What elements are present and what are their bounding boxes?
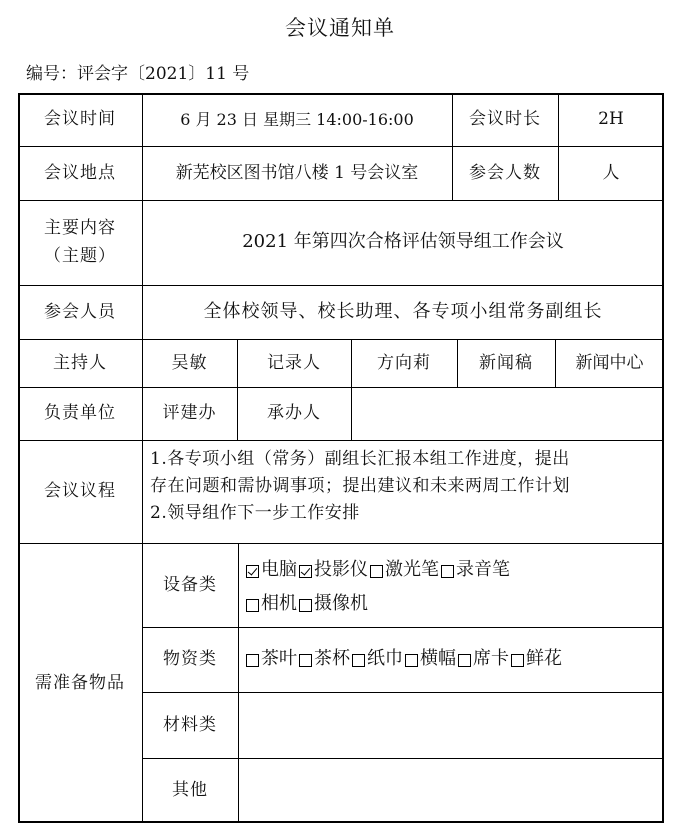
equipment-options-row-1	[246, 551, 512, 589]
agenda-value	[142, 440, 664, 543]
count-label: 参会人数	[469, 162, 541, 183]
place-label: 会议地点	[44, 162, 116, 183]
grid-line	[142, 758, 664, 759]
unit-label: 负责单位	[44, 403, 116, 424]
news-label: 新闻稿	[479, 352, 533, 373]
grid-line	[142, 627, 664, 628]
checkbox-empty-icon[interactable]	[299, 654, 312, 667]
host-value: 吴敏	[171, 352, 208, 373]
organizer-value	[351, 387, 664, 440]
materials-label: 材料类	[163, 714, 217, 735]
time-value: 6 月 23 日 星期三 14:00-16:00	[180, 109, 414, 129]
grid-line	[18, 440, 664, 441]
agenda-label: 会议议程	[44, 481, 116, 502]
checkbox-label: 茶杯	[314, 648, 350, 670]
checkbox-option[interactable]	[246, 561, 297, 579]
meeting-notice-table	[18, 93, 664, 823]
grid-line	[238, 543, 239, 823]
checkbox-checked-icon[interactable]	[299, 565, 312, 578]
checkbox-empty-icon[interactable]	[246, 599, 259, 612]
agenda-line-1: 1.各专项小组（常务）副组长汇报本组工作进度，提出	[150, 449, 570, 469]
checkbox-checked-icon[interactable]	[246, 565, 259, 578]
content-value: 2021 年第四次合格评估领导组工作会议	[242, 231, 564, 253]
time-label: 会议时间	[44, 109, 116, 130]
checkbox-option[interactable]	[246, 595, 297, 613]
checkbox-empty-icon[interactable]	[370, 565, 383, 578]
content-label-line-2: （主题）	[44, 245, 116, 266]
other-label: 其他	[172, 780, 208, 801]
agenda-line-2: 存在问题和需协调事项；提出建议和未来两周工作计划	[150, 476, 570, 497]
checkbox-option[interactable]	[405, 646, 456, 672]
count-value: 人	[602, 162, 620, 183]
attendees-value: 全体校领导、校长助理、各专项小组常务副组长	[203, 300, 603, 322]
duration-label: 会议时长	[469, 109, 541, 130]
checkbox-label: 横幅	[420, 648, 456, 670]
checkbox-label: 鲜花	[526, 648, 562, 670]
checkbox-empty-icon[interactable]	[246, 654, 259, 667]
grid-line	[237, 339, 238, 440]
checkbox-option[interactable]	[246, 646, 297, 672]
checkbox-label: 摄像机	[314, 593, 368, 614]
grid-line	[452, 93, 453, 200]
content-label	[18, 200, 142, 285]
grid-line	[558, 93, 559, 200]
attendees-label: 参会人员	[44, 301, 116, 322]
checkbox-option[interactable]	[458, 646, 509, 672]
checkbox-empty-icon[interactable]	[352, 654, 365, 667]
checkbox-option[interactable]	[299, 595, 368, 613]
equipment-label: 设备类	[163, 574, 217, 595]
prep-label: 需准备物品	[35, 672, 125, 693]
document-number: 编号：评会字〔2021〕11 号	[26, 64, 250, 84]
checkbox-empty-icon[interactable]	[441, 565, 454, 578]
checkbox-label: 相机	[261, 593, 297, 614]
grid-line	[351, 339, 352, 440]
checkbox-empty-icon[interactable]	[511, 654, 524, 667]
supplies-options	[238, 627, 664, 692]
grid-line	[18, 146, 664, 147]
grid-line	[18, 200, 664, 201]
place-value: 新芜校区图书馆八楼 1 号会议室	[175, 162, 419, 183]
checkbox-label: 席卡	[473, 648, 509, 670]
checkbox-option[interactable]	[441, 561, 510, 579]
checkbox-label: 电脑	[261, 559, 297, 580]
checkbox-label: 茶叶	[261, 648, 297, 670]
content-label-line-1: 主要内容	[44, 218, 116, 239]
unit-value: 评建办	[162, 403, 217, 424]
recorder-label: 记录人	[267, 352, 321, 373]
grid-line	[457, 339, 458, 387]
grid-line	[18, 543, 664, 544]
grid-line	[18, 285, 664, 286]
agenda-line-3: 2.领导组作下一步工作安排	[150, 503, 360, 524]
checkbox-label: 投影仪	[314, 559, 368, 580]
checkbox-empty-icon[interactable]	[405, 654, 418, 667]
checkbox-option[interactable]	[352, 646, 403, 672]
checkbox-label: 激光笔	[385, 559, 439, 580]
checkbox-label: 纸巾	[367, 648, 403, 670]
grid-line	[142, 93, 143, 823]
grid-line	[142, 692, 664, 693]
news-value: 新闻中心	[575, 352, 644, 373]
duration-value: 2H	[598, 109, 624, 130]
checkbox-option[interactable]	[299, 646, 350, 672]
organizer-label: 承办人	[267, 403, 321, 424]
supplies-label: 物资类	[163, 649, 217, 670]
equipment-options-row-2	[246, 589, 370, 619]
other-value[interactable]	[238, 758, 664, 823]
checkbox-empty-icon[interactable]	[299, 599, 312, 612]
document-title: 会议通知单	[285, 16, 395, 40]
checkbox-option[interactable]	[511, 646, 562, 672]
grid-line	[18, 339, 664, 340]
grid-line	[18, 387, 664, 388]
equipment-options	[238, 543, 664, 627]
grid-line	[555, 339, 556, 387]
recorder-value: 方向莉	[377, 352, 431, 373]
checkbox-label: 录音笔	[456, 559, 510, 580]
checkbox-empty-icon[interactable]	[458, 654, 471, 667]
checkbox-option[interactable]	[299, 561, 368, 579]
host-label: 主持人	[53, 352, 107, 373]
materials-value[interactable]	[238, 692, 664, 758]
supplies-options-row	[246, 646, 564, 672]
checkbox-option[interactable]	[370, 561, 439, 579]
